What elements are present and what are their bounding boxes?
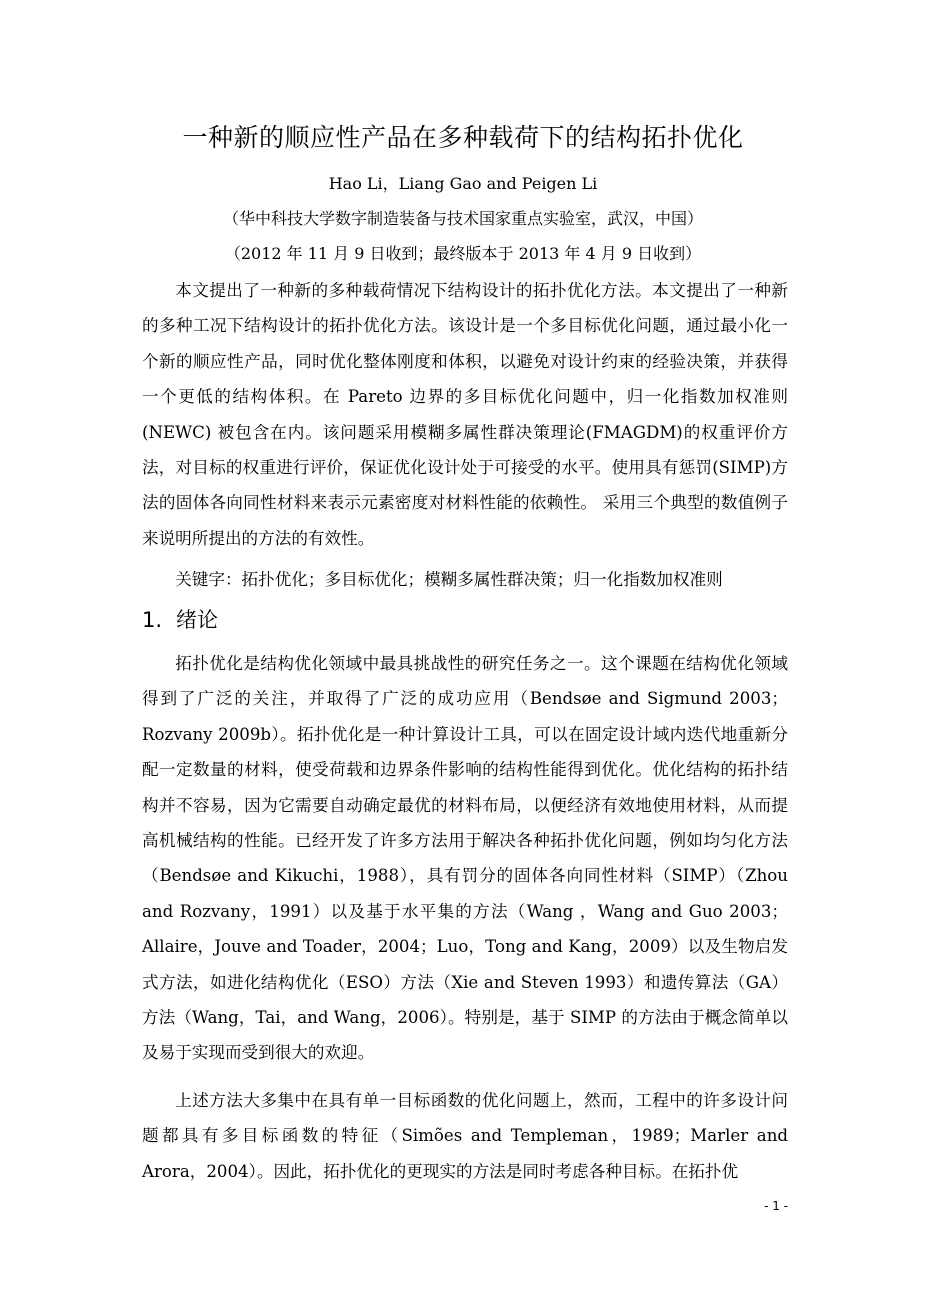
section-number: 1. — [142, 608, 163, 632]
intro-paragraph-2: 上述方法大多集中在具有单一目标函数的优化问题上，然而，工程中的许多设计问题都具有多目标函数的特征（Simões and Templeman，1989；Marler and Arora，2004）。因此，拓扑优化的更现实的方法是同时考虑各种目标。在拓扑优 — [142, 1091, 788, 1181]
section-title: 绪论 — [176, 608, 219, 632]
page-number: - 1 - — [764, 1199, 788, 1213]
paper-title: 一种新的顺应性产品在多种载荷下的结构拓扑优化 — [182, 123, 744, 152]
section-heading — [142, 604, 218, 634]
intro-paragraph-1: 拓扑优化是结构优化领域中最具挑战性的研究任务之一。这个课题在结构优化领域得到了广泛的关注，并取得了广泛的成功应用（Bendsøe and Sigmund 2003；Rozvany 2009b）。拓扑优化是一种计算设计工具，可以在固定设计域内迭代地重新分配一定数量的材料，使受荷载和边界条件影响的结构性能得到优化。优化结构的拓扑结构并不容易，因为它需要自动确定最优的材料布局，以便经济有效地使用材料，从而提高机械结构的性能。已经开发了许多方法用于解决各种拓扑优化问题，例如均匀化方法（Bendsøe and Kikuchi，1988），具有罚分的固体各向同性材料（SIMP）（Zhou and Rozvany，1991）以及基于水平集的方法（Wang ，Wang and Guo 2003；Allaire，Jouve and Toader，2004；Luo，Tong and Kang，2009）以及生物启发式方法，如进化结构优化（ESO）方法（Xie and Steven 1993）和遗传算法（GA）方法（Wang，Tai，and Wang，2006）。特别是，基于 SIMP 的方法由于概念简单以及易于实现而受到很大的欢迎。 — [142, 654, 788, 1063]
abstract: 本文提出了一种新的多种载荷情况下结构设计的拓扑优化方法。本文提出了一种新的多种工况下结构设计的拓扑优化方法。该设计是一个多目标优化问题，通过最小化一个新的顺应性产品，同时优化整体刚度和体积，以避免对设计约束的经验决策，并获得一个更低的结构体积。在 Pareto 边界的多目标优化问题中，归一化指数加权准则 (NEWC) 被包含在内。该问题采用模糊多属性群决策理论(FMAGDM)的权重评价方法，对目标的权重进行评价，保证优化设计处于可接受的水平。使用具有惩罚(SIMP)方法的固体各向同性材料来表示元素密度对材料性能的依赖性。 采用三个典型的数值例子来说明所提出的方法的有效性。 — [142, 281, 788, 548]
affiliation: （华中科技大学数字制造装备与技术国家重点实验室，武汉，中国） — [222, 209, 703, 228]
authors: Hao Li，Liang Gao and Peigen Li — [328, 174, 598, 193]
received-dates: （2012 年 11 月 9 日收到；最终版本于 2013 年 4 月 9 日收到） — [224, 244, 702, 263]
keywords: 关键字：拓扑优化；多目标优化；模糊多属性群决策；归一化指数加权准则 — [175, 570, 723, 589]
